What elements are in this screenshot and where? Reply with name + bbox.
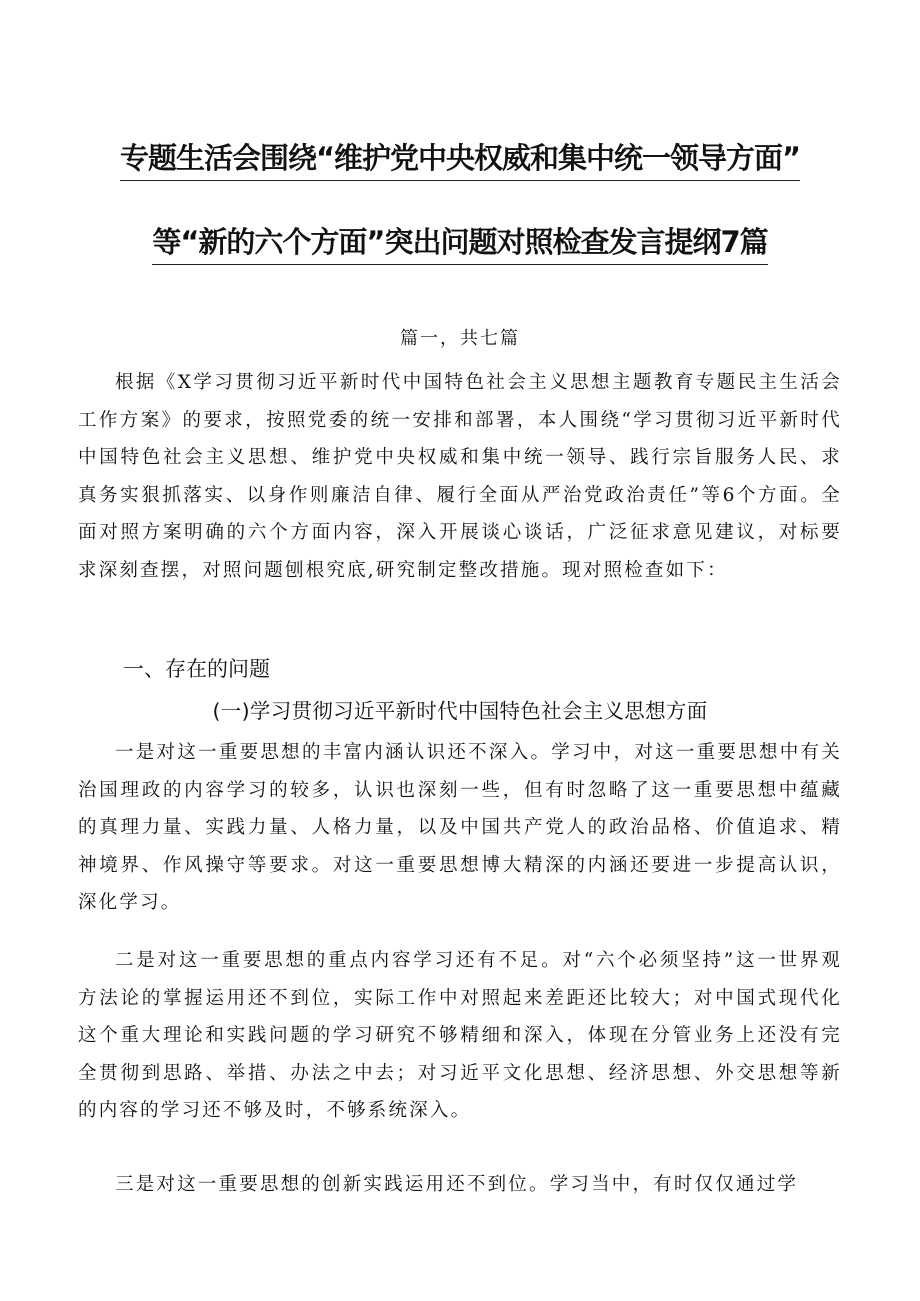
document-title-line-1 [78,138,842,181]
intro-paragraph: 根据《X学习贯彻习近平新时代中国特色社会主义思想主题教育专题民主生活会工作方案》的要求，按照党委的统一安排和部署，本人围绕“学习贯彻习近平新时代中国特色社会主义思想、维护党中央权威和集中统一领导、践行宗旨服务人民、求真务实狠抓落实、以身作则廉洁自律、履行全面从严治党政治责任”等6个方面。全面对照方案明确的六个方面内容，深入开展谈心谈话，广泛征求意见建议，对标要求深刻查摆，对照问题刨根究底,研究制定整改措施。现对照检查如下： [78,372,842,581]
paragraph-point-two: 二是对这一重要思想的重点内容学习还有不足。对“六个必须坚持”这一世界观方法论的掌握运用还不到位，实际工作中对照起来差距还比较大；对中国式现代化这个重大理论和实践问题的学习研究不够精细和深入，体现在分管业务上还没有完全贯彻到思路、举措、办法之中去；对习近平文化思想、经济思想、外交思想等新的内容的学习还不够及时，不够系统深入。 [78,950,842,1121]
paragraph-point-one: 一是对这一重要思想的丰富内涵认识还不深入。学习中，对这一重要思想中有关治国理政的内容学习的较多，认识也深刻一些，但有时忽略了这一重要思想中蕴藏的真理力量、实践力量、人格力量，以及中国共产党人的政治品格、价值追求、精神境界、作风操守等要求。对这一重要思想博大精深的内涵还要进一步提高认识，深化学习。 [78,742,842,913]
title-line-2-text: 等“新的六个方面”突出问题对照检查发言提纲7篇 [152,222,767,265]
subsection-heading-study: (一)学习贯彻习近平新时代中国特色社会主义思想方面 [212,699,708,723]
section-heading-problems: 一、存在的问题 [123,657,270,681]
document-title-line-2 [78,222,842,265]
title-line-1-text: 专题生活会围绕“维护党中央权威和集中统一领导方面” [120,138,800,181]
document-subtitle: 篇一，共七篇 [400,328,520,349]
paragraph-point-three: 三是对这一重要思想的创新实践运用还不到位。学习当中，有时仅仅通过学 [115,1174,799,1195]
